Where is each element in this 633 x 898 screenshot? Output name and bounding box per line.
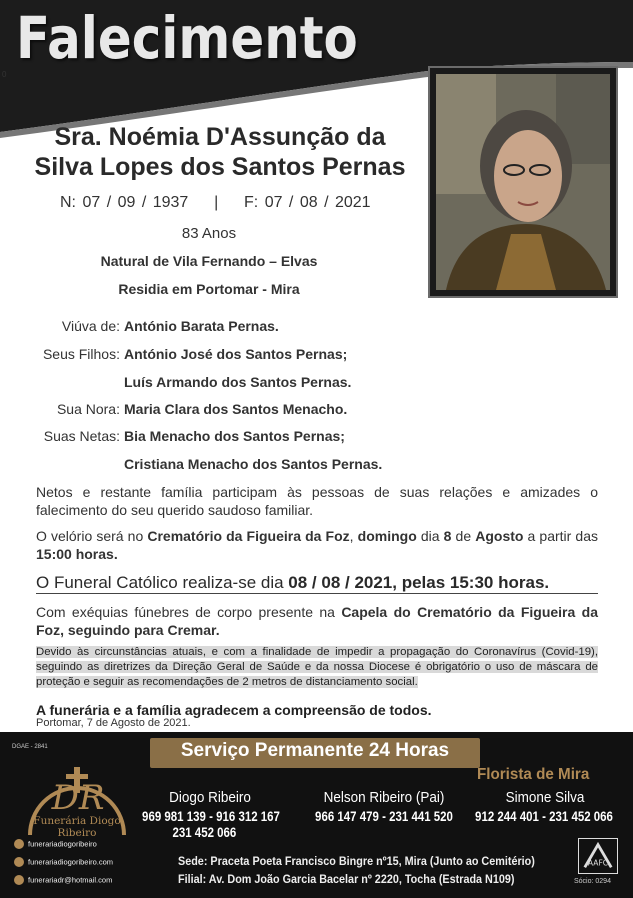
contact-name: Diogo Ribeiro (169, 789, 251, 806)
wake-info: O velório será no Crematório da Figueira da Foz, domingo dia 8 de Agosto a partir das 15:00 horas. (36, 528, 599, 562)
relative-name: Maria Clara dos Santos Menacho. (124, 401, 348, 417)
portrait-frame (428, 66, 618, 298)
residence: Residia em Portomar - Mira (118, 281, 300, 297)
covid-notice: Devido às circunstâncias atuais, e com a finalidade de impedir a propagação do Coronavírus (Covid-19), seguindo as diretrizes da Direção Geral de Saúde e da nossa Diocese é obrigatório o uso de máscara de proteção e seguir as recomendações de 2 metros de distanciamento social. (36, 646, 598, 688)
contact-phone: 912 244 401 - 231 452 066 (475, 808, 613, 824)
birth-death-dates: N: 07 / 09 / 1937 | F: 07 / 08 / 2021 (60, 194, 371, 211)
dgae-code: DGAE - 2841 (12, 744, 48, 750)
logo-name: Funerária Diogo Ribeiro (33, 815, 121, 839)
email-link[interactable]: funerariadr@hotmail.com (14, 875, 112, 885)
service-banner-text: Serviço Permanente 24 Horas (180, 740, 450, 761)
website-link[interactable]: funerariadiogoribeiro.com (14, 857, 113, 867)
headquarters-address: Sede: Praceta Poeta Francisco Bingre nº15, Mira (Junto ao Cemitério) (178, 854, 535, 868)
funeral-info: O Funeral Católico realiza-se dia 08 / 08 / 2021, pelas 15:30 horas. (36, 573, 550, 592)
deceased-name (20, 122, 420, 182)
relative-name: António José dos Santos Pernas; (124, 346, 348, 362)
portrait-illustration (436, 74, 610, 290)
facebook-icon (14, 839, 24, 849)
relative-name: António Barata Pernas. (124, 318, 279, 334)
facebook-link[interactable]: funerariadiogoribeiro (14, 839, 97, 849)
email-icon (14, 875, 24, 885)
portrait-photo (436, 74, 610, 290)
logo-initials: DR (51, 778, 105, 818)
birthplace: Natural de Vila Fernando – Elvas (100, 253, 318, 269)
aafc-logo-text: AAFC (587, 858, 609, 868)
relative-label: Seus Filhos: (42, 346, 120, 362)
relative-label: Sua Nora: (56, 401, 120, 417)
relative-name: Bia Menacho dos Santos Pernas; (124, 428, 345, 444)
branch-address: Filial: Av. Dom João Garcia Bacelar nº 2220, Tocha (Estrada N109) (178, 872, 515, 886)
funeral-underline (36, 593, 598, 594)
corner-mark: 0 (2, 70, 7, 79)
aafc-logo (578, 838, 618, 874)
member-number: Sócio: 0294 (574, 878, 611, 885)
florist-name: Florista de Mira (476, 766, 590, 783)
contact-name: Nelson Ribeiro (Pai) (323, 789, 445, 806)
page-title: Falecimento (16, 4, 358, 72)
place-date: Portomar, 7 de Agosto de 2021. (36, 717, 191, 729)
web-icon (14, 857, 24, 867)
deceased-name-line1: Sra. Noémia D'Assunção da (54, 123, 386, 151)
family-announcement: Netos e restante família participam às pessoas de suas relações e amizades o falecimento do seu querido saudoso familiar. (36, 484, 598, 518)
relative-label: Viúva de: (61, 318, 120, 334)
relative-name: Luís Armando dos Santos Pernas. (124, 374, 352, 390)
thanks-message: A funerária e a família agradecem a compreensão de todos. (36, 702, 432, 718)
contact-name: Simone Silva (505, 789, 585, 806)
contact-phone: 969 981 139 - 916 312 167 231 452 066 (142, 808, 280, 840)
exequies-info: Com exéquias fúnebres de corpo presente na Capela do Crematório da Figueira da Foz, seguindo para Cremar. (36, 604, 598, 638)
relative-label: Suas Netas: (43, 428, 120, 444)
contact-phone: 966 147 479 - 231 441 520 (315, 808, 453, 824)
relative-name: Cristiana Menacho dos Santos Pernas. (124, 456, 383, 472)
age: 83 Anos (181, 225, 237, 242)
deceased-name-line2: Silva Lopes dos Santos Pernas (34, 153, 406, 181)
